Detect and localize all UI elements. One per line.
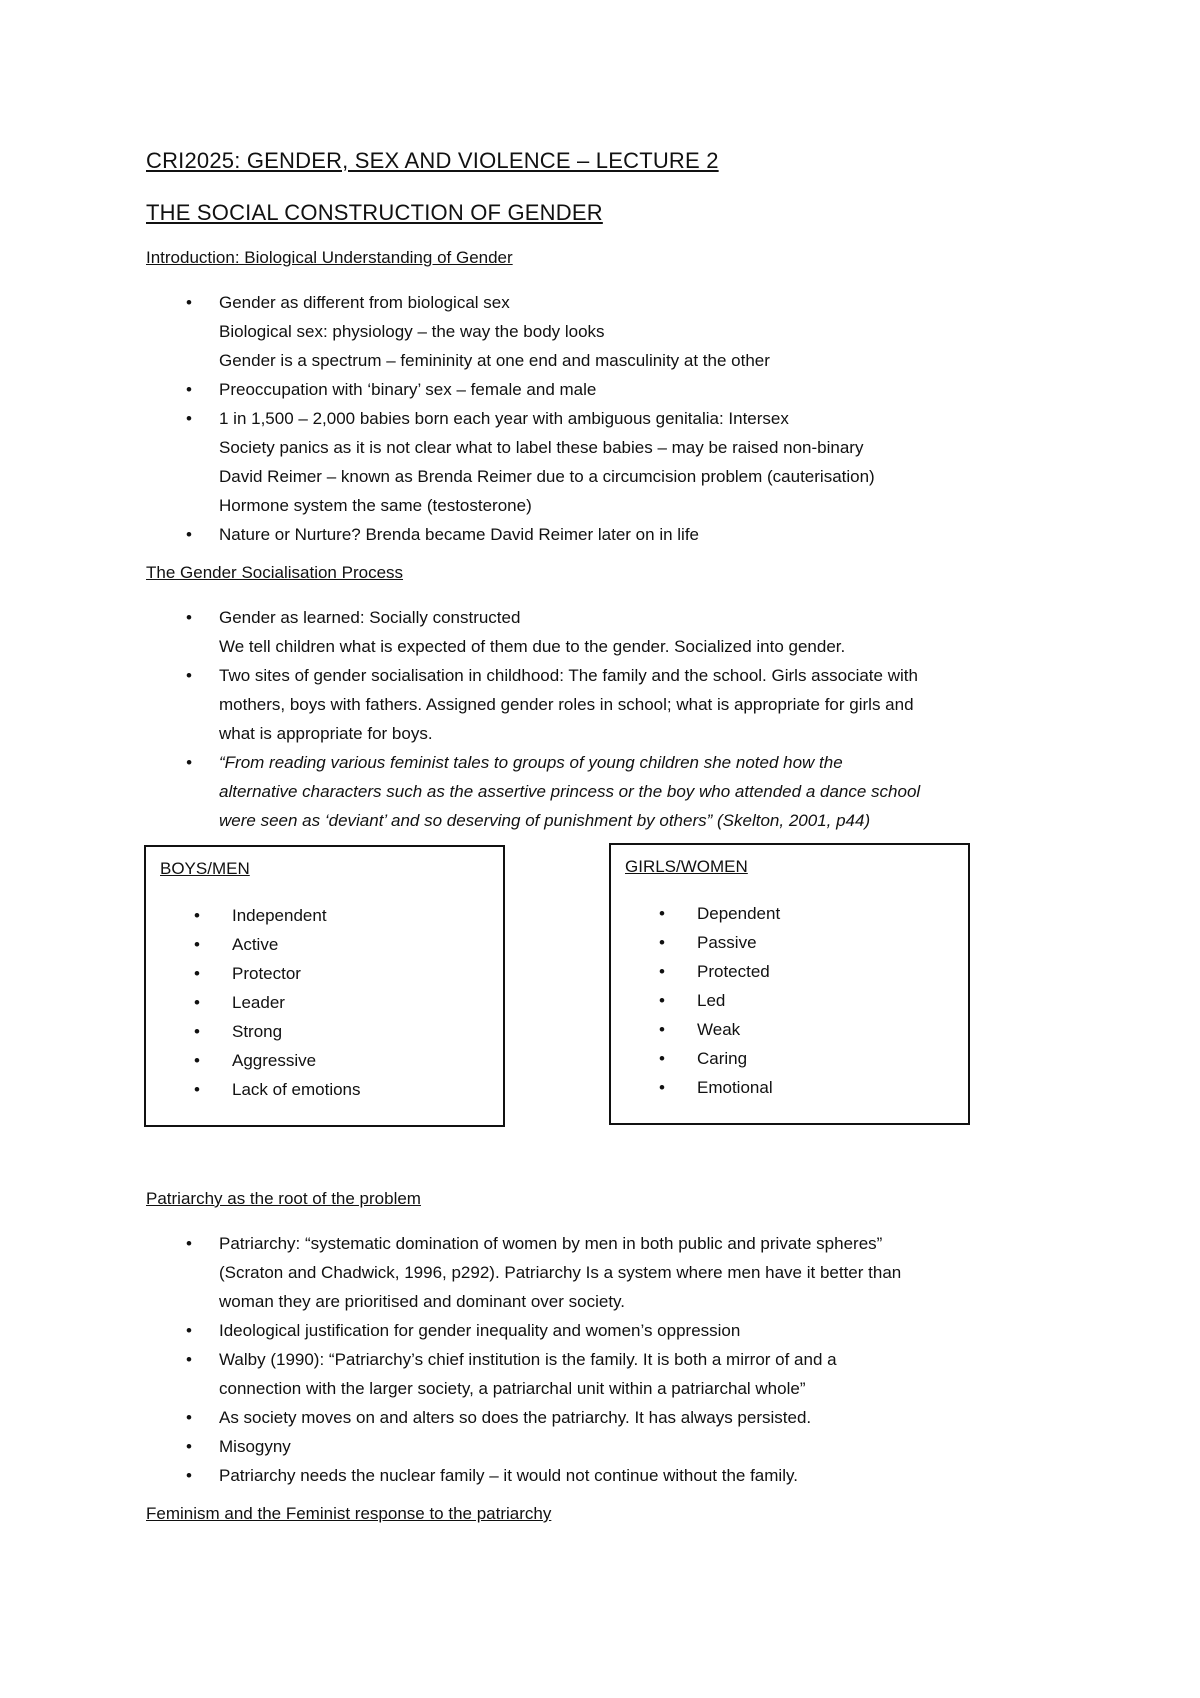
bullet-icon: • <box>194 935 200 954</box>
bullet-icon: • <box>186 525 192 544</box>
boys-men-title: BOYS/MEN <box>160 859 250 878</box>
list-item: • Two sites of gender socialisation in childhood: The family and the school. Girls associate with mothers, boys with fathers. Assigned gender roles in school; what is appropriate for girls and what is appropriate for boys. <box>146 661 1066 748</box>
bullet-icon: • <box>186 666 192 685</box>
bullet-icon: • <box>194 1022 200 1041</box>
girls-women-title: GIRLS/WOMEN <box>625 857 748 876</box>
list-item: • Strong <box>146 1017 361 1046</box>
bullet-icon: • <box>186 1466 192 1485</box>
list-item: • Gender as different from biological sex Biological sex: physiology – the way the body looks Gender is a spectrum – femininity at one end and masculinity at the other <box>146 288 1066 375</box>
section-heading-socialisation: The Gender Socialisation Process <box>146 563 404 582</box>
section-patriarchy-list <box>146 1229 1066 1490</box>
section-heading-patriarchy: Patriarchy as the root of the problem <box>146 1189 421 1208</box>
boys-men-list <box>146 901 361 1104</box>
list-item: • Passive <box>611 928 780 957</box>
list-item: • Walby (1990): “Patriarchy’s chief institution is the family. It is both a mirror of and a connection with the larger society, a patriarchal unit within a patriarchal whole” <box>146 1345 1066 1403</box>
quote-item: • “From reading various feminist tales to groups of young children she noted how the alternative characters such as the assertive princess or the boy who attended a dance school were seen as ‘deviant’ and so deserving of punishment by others” (Skelton, 2001, p44) <box>146 748 1066 835</box>
girls-women-box <box>609 843 970 1125</box>
bullet-icon: • <box>659 1020 665 1039</box>
section-introduction-list <box>146 288 1066 549</box>
document-page <box>146 146 1066 1544</box>
section-heading-introduction: Introduction: Biological Understanding of Gender <box>146 248 513 267</box>
bullet-icon: • <box>659 1049 665 1068</box>
bullet-icon: • <box>194 964 200 983</box>
list-item: • Protected <box>611 957 780 986</box>
bullet-icon: • <box>659 991 665 1010</box>
list-item: • Weak <box>611 1015 780 1044</box>
boys-men-box <box>144 845 505 1127</box>
document-title: CRI2025: GENDER, SEX AND VIOLENCE – LECTURE 2 <box>146 148 719 173</box>
bullet-icon: • <box>194 906 200 925</box>
list-item: • Nature or Nurture? Brenda became David Reimer later on in life <box>146 520 1066 549</box>
list-item: • Led <box>611 986 780 1015</box>
list-item: • Patriarchy: “systematic domination of women by men in both public and private spheres” (Scraton and Chadwick, 1996, p292). Patriarchy Is a system where men have it better than woman they are prioritised and dominant over society. <box>146 1229 1066 1316</box>
bullet-icon: • <box>186 608 192 627</box>
bullet-icon: • <box>194 1080 200 1099</box>
list-item: • Patriarchy needs the nuclear family – it would not continue without the family. <box>146 1461 1066 1490</box>
list-item: • Caring <box>611 1044 780 1073</box>
section-heading-feminism: Feminism and the Feminist response to the patriarchy <box>146 1504 552 1523</box>
list-item: • As society moves on and alters so does the patriarchy. It has always persisted. <box>146 1403 1066 1432</box>
bullet-icon: • <box>659 904 665 923</box>
bullet-icon: • <box>186 1437 192 1456</box>
document-subtitle: THE SOCIAL CONSTRUCTION OF GENDER <box>146 200 603 225</box>
list-item: • Ideological justification for gender inequality and women’s oppression <box>146 1316 1066 1345</box>
bullet-icon: • <box>186 1408 192 1427</box>
list-item: • Lack of emotions <box>146 1075 361 1104</box>
bullet-icon: • <box>659 1078 665 1097</box>
list-item: • Independent <box>146 901 361 930</box>
bullet-icon: • <box>659 933 665 952</box>
section-socialisation-list <box>146 603 1066 835</box>
gender-comparison-boxes <box>146 845 1066 1145</box>
list-item: • Emotional <box>611 1073 780 1102</box>
list-item: • Aggressive <box>146 1046 361 1075</box>
list-item: • Gender as learned: Socially constructed We tell children what is expected of them due to the gender. Socialized into gender. <box>146 603 1066 661</box>
bullet-icon: • <box>186 1321 192 1340</box>
list-item: • Leader <box>146 988 361 1017</box>
bullet-icon: • <box>186 409 192 428</box>
bullet-icon: • <box>186 753 192 772</box>
bullet-icon: • <box>194 993 200 1012</box>
girls-women-list <box>611 899 780 1102</box>
bullet-icon: • <box>659 962 665 981</box>
list-item: • Dependent <box>611 899 780 928</box>
bullet-icon: • <box>186 380 192 399</box>
bullet-icon: • <box>186 293 192 312</box>
list-item: • Protector <box>146 959 361 988</box>
bullet-icon: • <box>194 1051 200 1070</box>
list-item: • Active <box>146 930 361 959</box>
list-item: • 1 in 1,500 – 2,000 babies born each year with ambiguous genitalia: Intersex Society panics as it is not clear what to label these babies – may be raised non-binary David Reimer – known as Brenda Reimer due to a circumcision problem (cauterisation) Hormone system the same (testosterone) <box>146 404 1066 520</box>
list-item: • Misogyny <box>146 1432 1066 1461</box>
list-item: • Preoccupation with ‘binary’ sex – female and male <box>146 375 1066 404</box>
bullet-icon: • <box>186 1234 192 1253</box>
bullet-icon: • <box>186 1350 192 1369</box>
